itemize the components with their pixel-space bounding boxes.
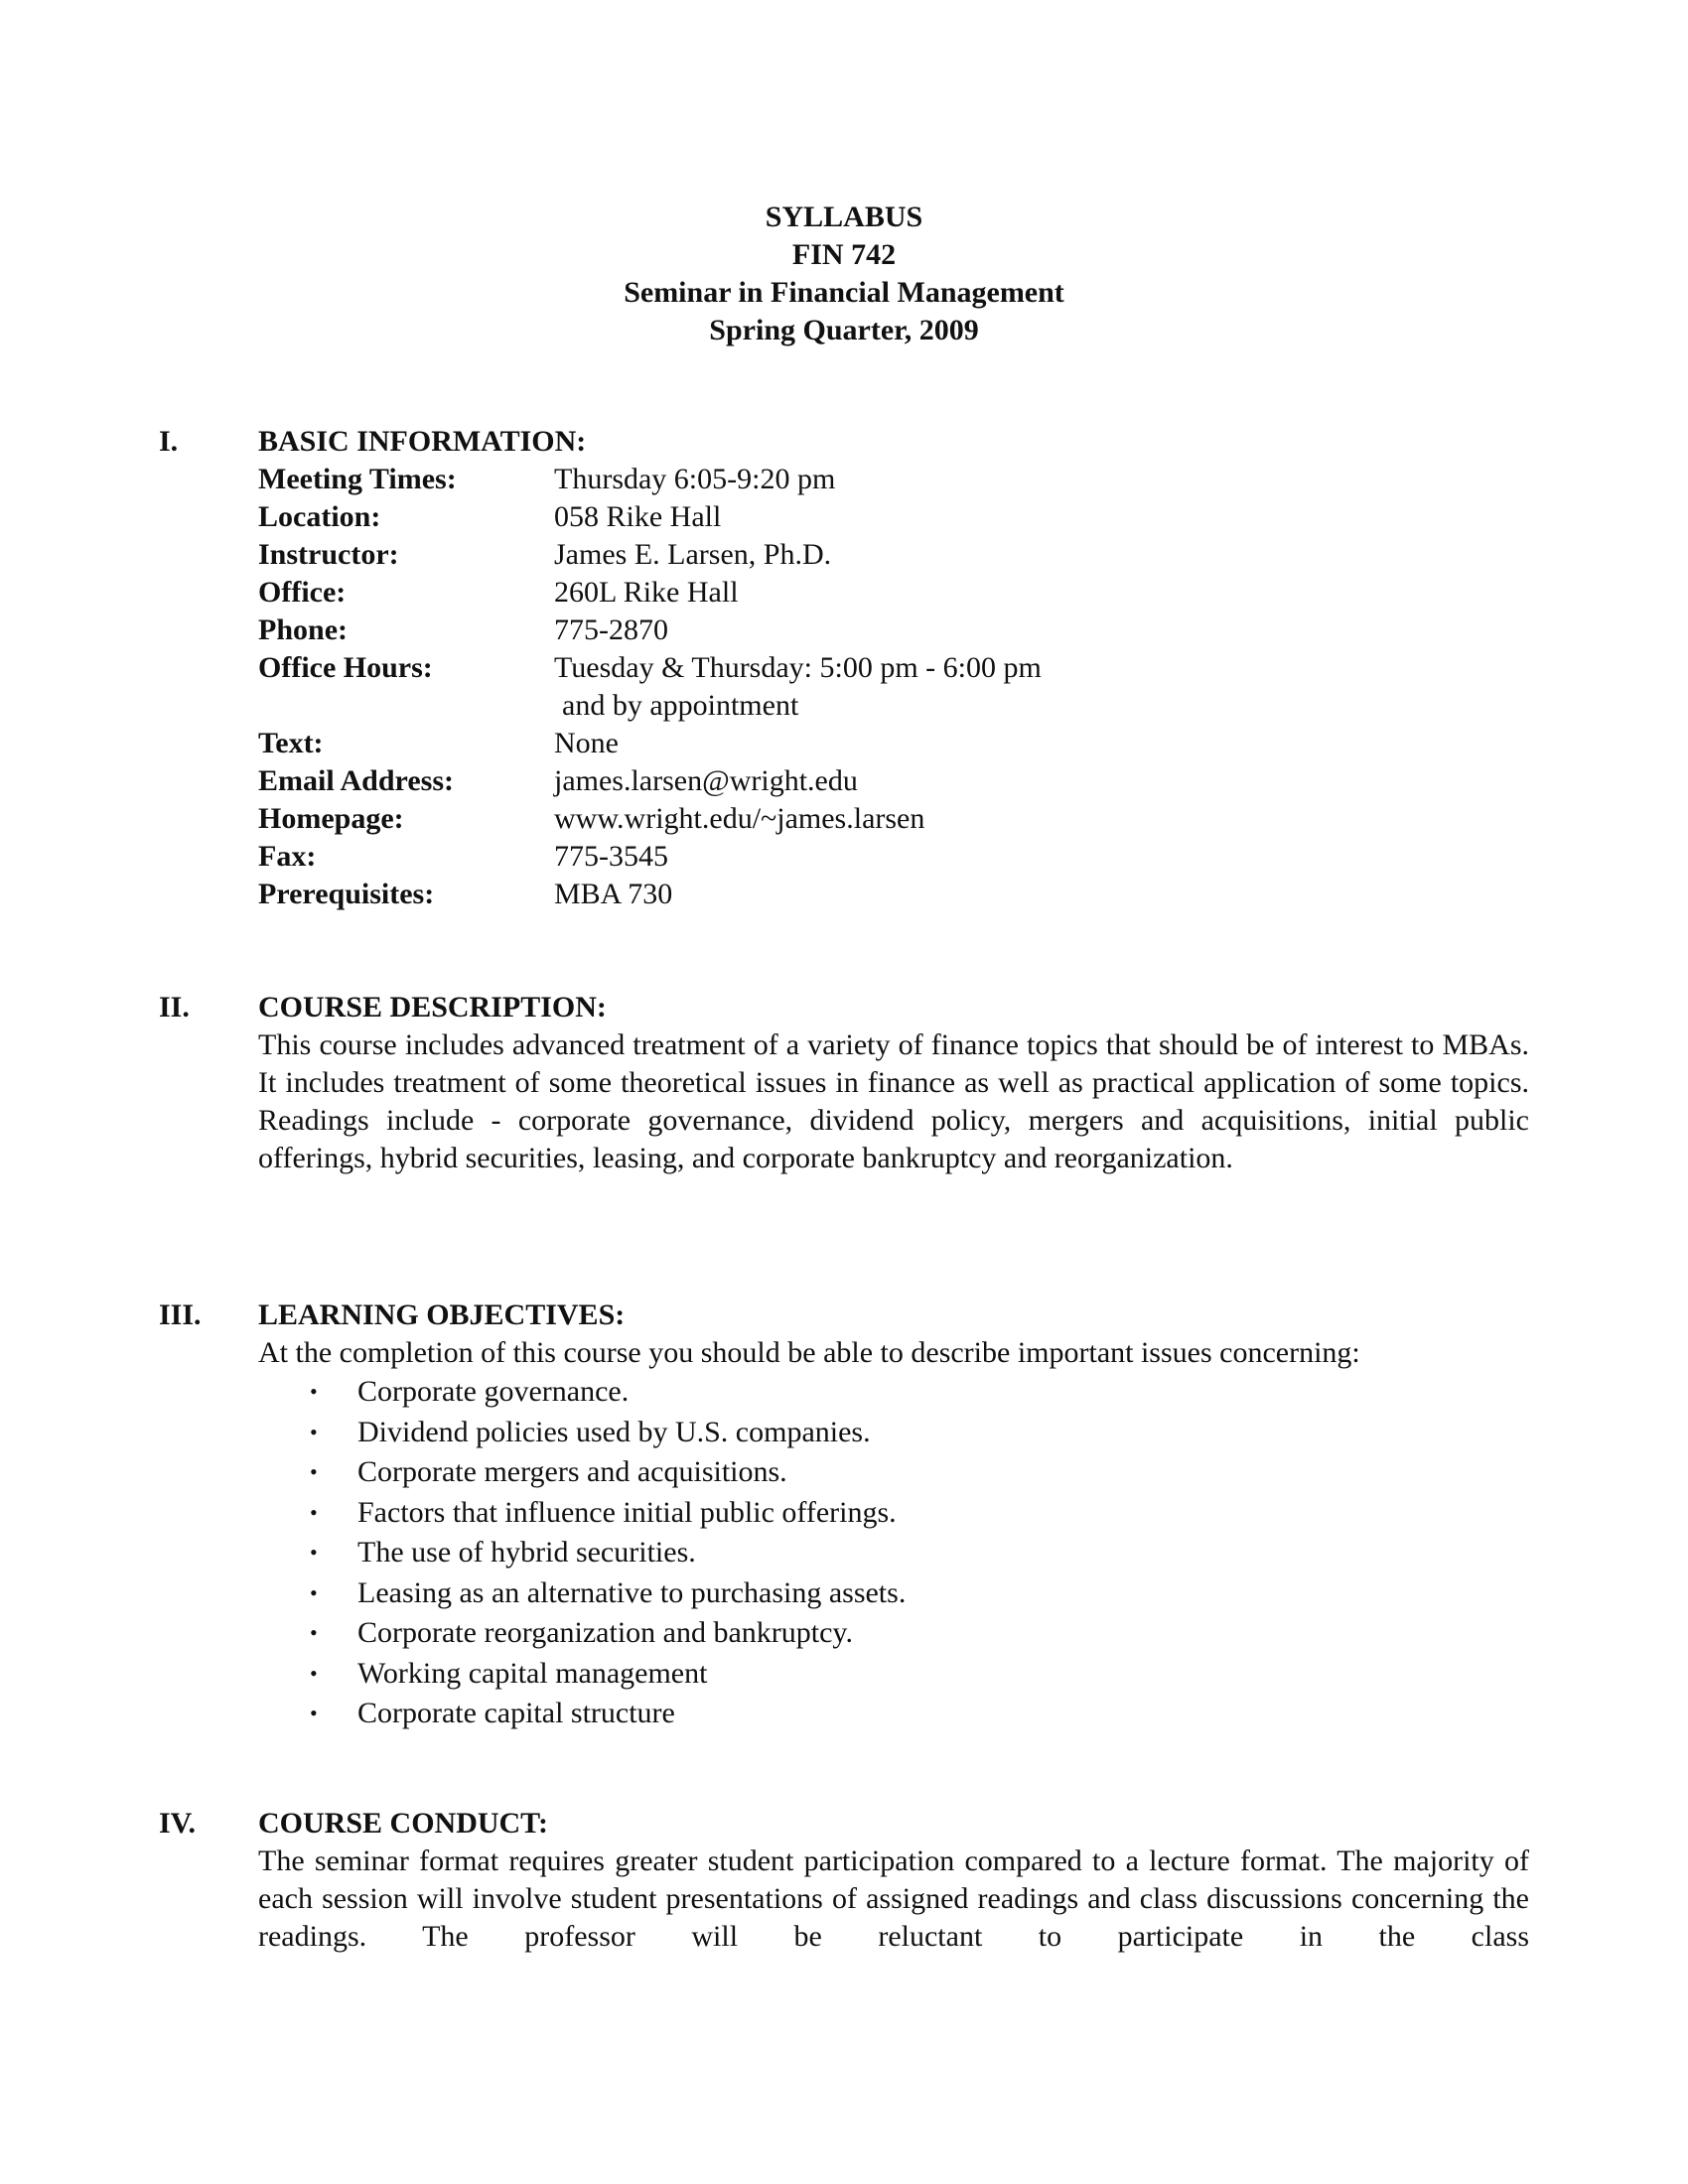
- section-title: COURSE CONDUCT:: [258, 1807, 548, 1840]
- info-row-phone: [258, 612, 1529, 649]
- bullet: •: [310, 1660, 318, 1686]
- list-item: [258, 1372, 1529, 1413]
- section-body: [258, 1297, 1529, 1734]
- header-syllabus: SYLLABUS: [765, 201, 923, 233]
- info-value: 775-3545: [554, 840, 668, 873]
- info-row-instructor: [258, 536, 1529, 574]
- objective-text: Factors that influence initial public offerings.: [357, 1495, 897, 1529]
- homepage-link[interactable]: www.wright.edu/~james.larsen: [554, 802, 925, 835]
- info-label: Location:: [258, 500, 381, 533]
- section-body: [258, 423, 1529, 913]
- info-label: Homepage:: [258, 802, 404, 835]
- office-hours-extra: and by appointment: [562, 689, 799, 722]
- section-body: [258, 1805, 1529, 1956]
- email-link[interactable]: james.larsen@wright.edu: [554, 764, 858, 797]
- section-number: II.: [159, 991, 190, 1024]
- info-value: James E. Larsen, Ph.D.: [554, 538, 832, 571]
- info-row-text: [258, 725, 1529, 762]
- section-course-description: [159, 989, 1529, 1227]
- objective-text: Working capital management: [357, 1656, 708, 1690]
- info-row-meeting-times: [258, 461, 1529, 498]
- info-row-prerequisites: [258, 876, 1529, 913]
- header-course-title: Seminar in Financial Management: [624, 276, 1064, 309]
- bullet: •: [310, 1540, 318, 1565]
- section-title: LEARNING OBJECTIVES:: [258, 1298, 626, 1331]
- info-label: Office Hours:: [258, 651, 433, 684]
- objective-text: Leasing as an alternative to purchasing assets.: [357, 1575, 907, 1609]
- bullet: •: [310, 1579, 318, 1605]
- info-label: Email Address:: [258, 764, 454, 797]
- section-course-conduct: [159, 1805, 1529, 1974]
- bullet: •: [310, 1459, 318, 1484]
- header-course-code: FIN 742: [791, 238, 897, 271]
- list-item: [258, 1452, 1529, 1493]
- info-row-office-hours: [258, 649, 1529, 725]
- section-learning-objectives: [159, 1297, 1529, 1733]
- list-item: [258, 1654, 1529, 1695]
- section-number: III.: [159, 1298, 202, 1331]
- info-label: Prerequisites:: [258, 878, 435, 910]
- objectives-intro: At the completion of this course you should be able to describe important issues concerning:: [258, 1336, 1360, 1369]
- info-value: [554, 649, 1042, 725]
- course-conduct-text: The seminar format requires greater student participation compared to a lecture format. The majority of each session will involve student presentations of assigned readings and class discussions concerning the readings. The professor will be reluctant to participate in the class: [258, 1844, 1529, 1953]
- info-label: Meeting Times:: [258, 463, 457, 495]
- bullet: •: [310, 1379, 318, 1404]
- info-label: Fax:: [258, 840, 317, 873]
- info-value: 058 Rike Hall: [554, 500, 722, 533]
- objective-text: Corporate capital structure: [357, 1697, 675, 1729]
- list-item: [258, 1413, 1529, 1453]
- bullet: •: [310, 1419, 318, 1444]
- office-hours-value: Tuesday & Thursday: 5:00 pm - 6:00 pm: [554, 651, 1042, 684]
- info-label: Phone:: [258, 614, 348, 646]
- bullet: •: [310, 1499, 318, 1525]
- section-basic-information: [159, 423, 1529, 919]
- header-term: Spring Quarter, 2009: [709, 314, 979, 346]
- objective-text: Corporate mergers and acquisitions.: [357, 1455, 787, 1488]
- list-item: [258, 1613, 1529, 1654]
- syllabus-header: [0, 199, 1688, 349]
- info-label: Office:: [258, 576, 347, 609]
- bullet: •: [310, 1701, 318, 1725]
- section-number: I.: [159, 425, 179, 458]
- info-label: Instructor:: [258, 538, 399, 571]
- info-row-email: [258, 762, 1529, 800]
- list-item: [258, 1493, 1529, 1534]
- info-row-office: [258, 574, 1529, 612]
- info-row-location: [258, 498, 1529, 536]
- info-value: 775-2870: [554, 614, 668, 646]
- section-title: BASIC INFORMATION:: [258, 425, 587, 458]
- info-row-homepage: [258, 800, 1529, 838]
- info-value: 260L Rike Hall: [554, 576, 739, 609]
- list-item: [258, 1533, 1529, 1573]
- course-description-text: This course includes advanced treatment of a variety of finance topics that should be of interest to MBAs. It includes treatment of some theoretical issues in finance as well as practical application of some topics. Readings include - corporate governance, dividend policy, mergers and acquisitions, initial public offerings, hybrid securities, leasing, and corporate bankruptcy and reorganization.: [258, 1028, 1529, 1174]
- list-item: [258, 1573, 1529, 1614]
- objective-text: The use of hybrid securities.: [357, 1536, 696, 1569]
- info-label: Text:: [258, 727, 324, 759]
- objective-text: Corporate reorganization and bankruptcy.: [357, 1616, 853, 1649]
- info-value: Thursday 6:05-9:20 pm: [554, 463, 836, 495]
- section-body: [258, 989, 1529, 1177]
- info-value: MBA 730: [554, 878, 673, 910]
- objective-text: Dividend policies used by U.S. companies.: [357, 1415, 871, 1448]
- list-item: [258, 1694, 1529, 1734]
- objectives-list: [258, 1372, 1529, 1734]
- section-number: IV.: [159, 1807, 196, 1840]
- info-row-fax: [258, 838, 1529, 876]
- objective-text: Corporate governance.: [357, 1375, 630, 1408]
- info-value: None: [554, 727, 619, 759]
- bullet: •: [310, 1620, 318, 1645]
- section-title: COURSE DESCRIPTION:: [258, 991, 607, 1024]
